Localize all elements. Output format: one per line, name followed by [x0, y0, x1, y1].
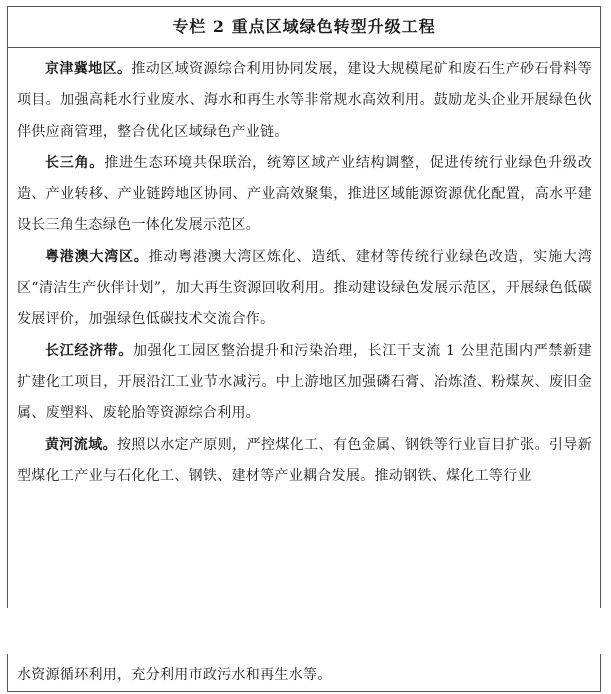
paragraph-text: 推动粤港澳大湾区炼化、造纸、建材等传统行业绿色改造，实施大湾区“清洁生产伙伴计划”，加大再生资源回收利用。推动建设绿色发展示范区，开展绿色低碳发展评价，加强绿色低碳技术交流合作。: [17, 248, 592, 328]
paragraph-lead: 黄河流域。: [45, 436, 117, 453]
paragraph-yangtze-delta: [17, 148, 592, 242]
paragraph-yangtze-economic-belt: [17, 336, 592, 430]
paragraph-lead: 粤港澳大湾区。: [45, 248, 149, 265]
paragraph-text: 推进生态环境共保联治，统筹区域产业结构调整，促进传统行业绿色升级改造、产业转移、产业链跨地区协同、产业高效聚集，推进区域能源资源优化配置，高水平建设长三角生态绿色一体化发展示范区。: [17, 154, 592, 234]
paragraph-greater-bay-area: [17, 242, 592, 336]
paragraph-text: 加强化工园区整治提升和污染治理，长江干支流 1 公里范围内严禁新建扩建化工项目，开展沿江工业节水减污。中上游地区加强磷石膏、冶炼渣、粉煤灰、废旧金属、废塑料、废轮胎等资源综合利用。: [17, 342, 592, 422]
box-content: [8, 48, 600, 492]
paragraph-lead: 长三角。: [45, 154, 105, 171]
paragraph-text: 推动区域资源综合利用协同发展，建设大规模尾矿和废石生产砂石骨料等项目。加强高耗水行业废水、海水和再生水等非常规水高效利用。鼓励龙头企业开展绿色伙伴供应商管理，整合优化区域绿色产业链。: [17, 61, 592, 140]
paragraph-text: 按照以水定产原则，严控煤化工、有色金属、钢铁等行业盲目扩张。引导新型煤化工产业与石化化工、钢铁、建材等产业耦合发展。推动钢铁、煤化工等行业: [17, 436, 593, 484]
continuation-text: 水资源循环利用，充分利用市政污水和再生水等。: [17, 667, 332, 683]
paragraph-lead: 京津冀地区。: [45, 61, 132, 77]
paragraph-lead: 长江经济带。: [45, 342, 133, 359]
feature-box: [7, 6, 601, 608]
box-title: 专栏 2 重点区域绿色转型升级工程: [8, 7, 600, 48]
paragraph-yellow-river: [17, 430, 592, 493]
paragraph-jingjinji: [17, 54, 592, 148]
feature-box-continuation: [7, 654, 601, 692]
